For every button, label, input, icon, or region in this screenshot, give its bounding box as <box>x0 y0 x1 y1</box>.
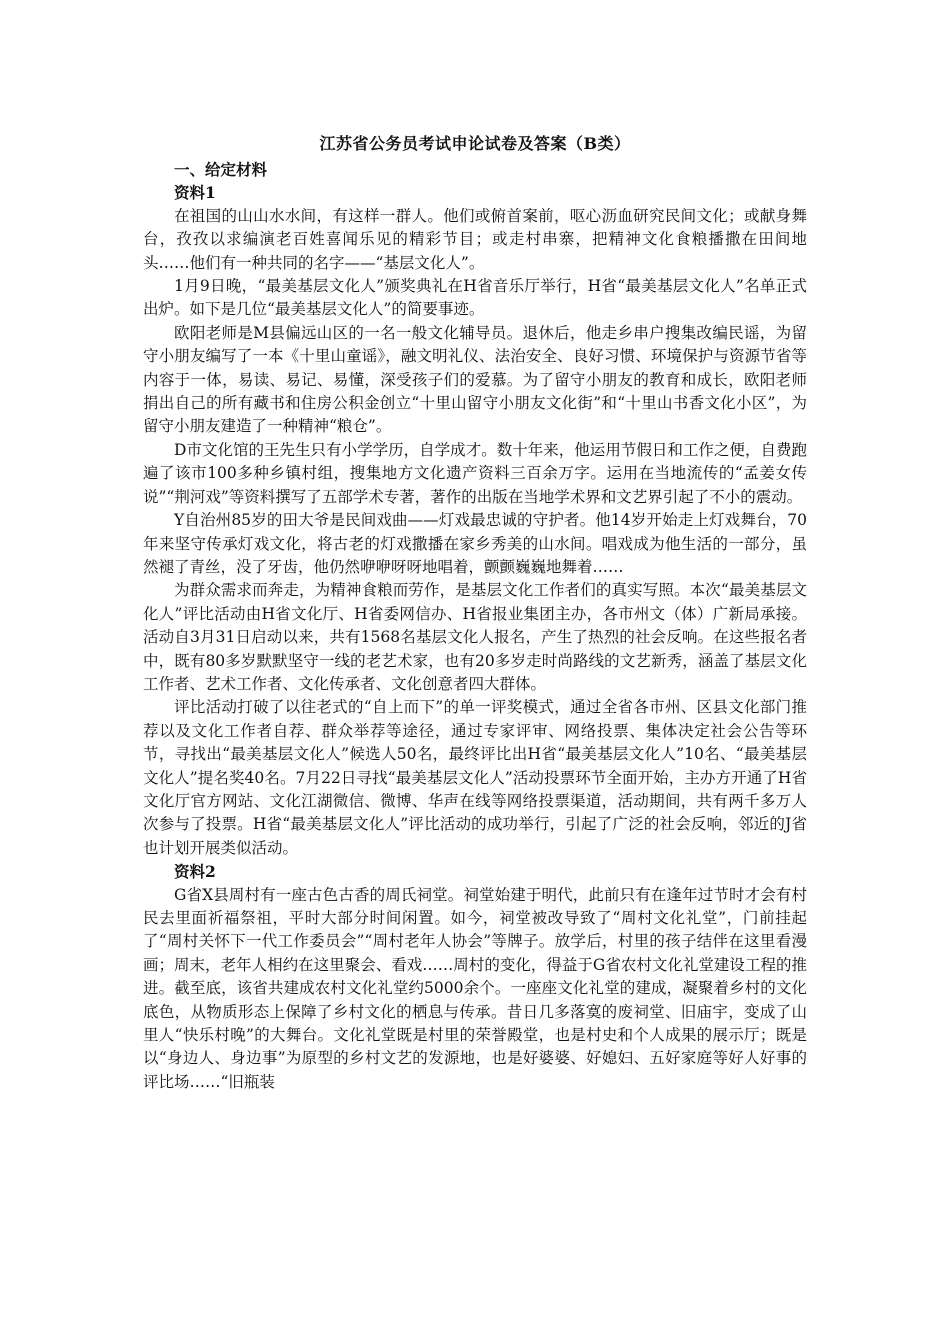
material-1-heading: 资料1 <box>174 183 216 203</box>
paragraph: G省X县周村有一座古色古香的周氏祠堂。祠堂始建于明代，此前只有在逢年过节时才会有村民去里面祈福祭祖，平时大部分时间闲置。如今，祠堂被改导致了“周村文化礼堂”，门前挂起了“周村关怀下一代工作委员会”“周村老年人协会”等牌子。放学后，村里的孩子结伴在这里看漫画；周末，老年人相约在这里聚会、看戏……周村的变化，得益于G省农村文化礼堂建设工程的推进。截至底，该省共建成农村文化礼堂约5000余个。一座座文化礼堂的建成，凝聚着乡村的文化底色，从物质形态上保障了乡村文化的栖息与传承。昔日几多落寞的废祠堂、旧庙宇，变成了山里人“快乐村晚”的大舞台。文化礼堂既是村里的荣誉殿堂，也是村史和个人成果的展示厅；既是以“身边人、身边事”为原型的乡村文艺的发源地，也是好婆婆、好媳妇、五好家庭等好人好事的评比场……“旧瓶装 <box>143 885 807 1091</box>
paragraph: 在祖国的山山水水间，有这样一群人。他们或俯首案前，呕心沥血研究民间文化；或献身舞台，孜孜以求编演老百姓喜闻乐见的精彩节目；或走村串寨，把精神文化食粮播撒在田间地头……他们有一种共同的名字——“基层文化人”。 <box>143 206 807 272</box>
paragraph: 为群众需求而奔走，为精神食粮而劳作，是基层文化工作者们的真实写照。本次“最美基层文化人”评比活动由H省文化厅、H省委网信办、H省报业集团主办，各市州文（体）广新局承接。活动自3月31日启动以来，共有1568名基层文化人报名，产生了热烈的社会反响。在这些报名者中，既有80多岁默默坚守一线的老艺术家，也有20多岁走时尚路线的文艺新秀，涵盖了基层文化工作者、艺术工作者、文化传承者、文化创意者四大群体。 <box>143 581 807 693</box>
paragraph: D市文化馆的王先生只有小学学历，自学成才。数十年来，他运用节假日和工作之便，自费跑遍了该市100多种乡镇村组，搜集地方文化遗产资料三百余万字。运用在当地流传的“孟姜女传说”“荆河戏”等资料撰写了五部学术专著，著作的出版在当地学术界和文艺界引起了不小的震动。 <box>143 440 807 506</box>
paragraph: 评比活动打破了以往老式的“自上而下”的单一评奖模式，通过全省各市州、区县文化部门推荐以及文化工作者自荐、群众举荐等途径，通过专家评审、网络投票、集体决定社会公告等环节，寻找出“最美基层文化人”候选人50名，最终评比出H省“最美基层文化人”10名、“最美基层文化人”提名奖40名。7月22日寻找“最美基层文化人”活动投票环节全面开始，主办方开通了H省文化厅官方网站、文化江湖微信、微博、华声在线等网络投票渠道，活动期间，共有两千多万人次参与了投票。H省“最美基层文化人”评比活动的成功举行，引起了广泛的社会反响，邻近的J省也计划开展类似活动。 <box>143 698 807 857</box>
section-heading: 一、给定材料 <box>174 160 268 179</box>
document-body <box>143 158 807 1094</box>
document-title: 江苏省公务员考试申论试卷及答案（B类） <box>319 134 631 153</box>
paragraph: 欧阳老师是M县偏远山区的一名一般文化辅导员。退休后，他走乡串户搜集改编民谣，为留守小朋友编写了一本《十里山童谣》，融文明礼仪、法治安全、良好习惯、环境保护与资源节省等内容于一体，易读、易记、易懂，深受孩子们的爱慕。为了留守小朋友的教育和成长，欧阳老师捐出自己的所有藏书和住房公积金创立“十里山留守小朋友文化街”和“十里山书香文化小区”，为留守小朋友建造了一种精神“粮仓”。 <box>143 323 807 436</box>
paragraph: 1月9日晚，“最美基层文化人”颁奖典礼在H省音乐厅举行，H省“最美基层文化人”名单正式出炉。如下是几位“最美基层文化人”的简要事迹。 <box>143 277 807 319</box>
material-2-heading: 资料2 <box>174 862 216 882</box>
paragraph: Y自治州85岁的田大爷是民间戏曲——灯戏最忠诚的守护者。他14岁开始走上灯戏舞台，70年来坚守传承灯戏文化，将古老的灯戏撒播在家乡秀美的山水间。唱戏成为他生活的一部分，虽然褪了青丝，没了牙齿，他仍然咿咿呀呀地唱着，颤颤巍巍地舞着…… <box>143 511 807 576</box>
